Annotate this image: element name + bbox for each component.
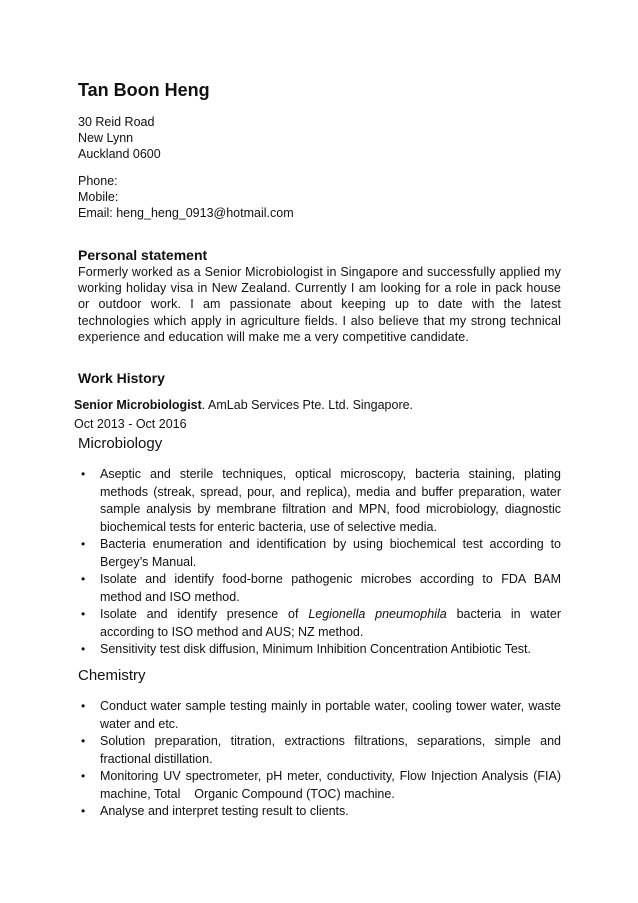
bullet-icon: • <box>81 467 86 481</box>
bullet-icon: • <box>81 572 86 586</box>
bullet-icon: • <box>81 734 86 748</box>
job-dates: Oct 2013 - Oct 2016 <box>74 417 187 431</box>
bullet-icon: • <box>81 607 86 621</box>
personal-statement-text: Formerly worked as a Senior Microbiologist in Singapore and successfully applied my working holiday visa in New Zealand. Currently I am looking for a role in pack house or outdoor work. I am passionate about keeping up to date with the latest technologies which apply in agriculture fields. I also believe that my strong technical experience and education will make me a very competitive candidate. <box>78 265 561 344</box>
bullet-icon: • <box>81 769 86 783</box>
candidate-name: Tan Boon Heng <box>78 80 210 100</box>
list-item <box>78 536 561 571</box>
address-line: New Lynn <box>78 131 134 145</box>
microbiology-list <box>78 466 561 659</box>
address-line: Auckland 0600 <box>78 147 161 161</box>
list-item <box>78 698 561 733</box>
address-line: 30 Reid Road <box>78 115 155 129</box>
address-block <box>78 114 161 162</box>
mobile-label: Mobile: <box>78 190 119 204</box>
job-title-line <box>74 398 413 412</box>
list-item-text: Isolate and identify food-borne pathogenic microbes according to FDA BAM method and ISO method. <box>100 572 561 604</box>
list-item-text <box>100 606 561 641</box>
chemistry-list <box>78 698 565 821</box>
phone-label: Phone: <box>78 174 118 188</box>
job-title: Senior Microbiologist <box>74 398 202 412</box>
personal-statement-heading: Personal statement <box>78 247 208 263</box>
list-item-text: Conduct water sample testing mainly in portable water, cooling tower water, waste water and etc. <box>100 699 561 731</box>
list-item <box>78 606 561 641</box>
list-item-text: Monitoring UV spectrometer, pH meter, conductivity, Flow Injection Analysis (FIA) machine, Total Organic Compound (TOC) machine. <box>100 769 565 801</box>
list-item <box>78 768 565 803</box>
list-item <box>78 466 561 536</box>
bullet-icon: • <box>81 699 86 713</box>
species-name: Legionella pneumophila <box>308 607 447 621</box>
microbiology-heading: Microbiology <box>78 435 163 452</box>
list-item-text: Sensitivity test disk diffusion, Minimum Inhibition Concentration Antibiotic Test. <box>100 642 531 656</box>
chemistry-heading: Chemistry <box>78 667 146 684</box>
list-item-text: Aseptic and sterile techniques, optical microscopy, bacteria staining, plating methods (streak, spread, pour, and replica), media and buffer preparation, water sample analysis by membrane filtration and MPN, food microbiology, diagnostic biochemical tests for enteric bacteria, use of selective media. <box>100 467 561 534</box>
bullet-icon: • <box>81 537 86 551</box>
email-line: Email: heng_heng_0913@hotmail.com <box>78 206 294 220</box>
list-item-text: Analyse and interpret testing result to clients. <box>100 804 349 818</box>
list-item-text: Solution preparation, titration, extractions filtrations, separations, simple and fractional distillation. <box>100 734 561 766</box>
job-employer: . AmLab Services Pte. Ltd. Singapore. <box>201 398 414 412</box>
list-item-text-post: bacteria in water according to ISO method and AUS; NZ method. <box>100 607 561 639</box>
work-history-heading: Work History <box>78 370 165 386</box>
list-item <box>78 571 561 606</box>
contact-block <box>78 173 294 221</box>
list-item-text: Bacteria enumeration and identification by using biochemical test according to Bergey’s Manual. <box>100 537 561 569</box>
list-item-text-pre: Isolate and identify presence of <box>100 607 309 621</box>
bullet-icon: • <box>81 804 86 818</box>
list-item <box>78 803 561 821</box>
list-item <box>78 641 561 659</box>
list-item <box>78 733 561 768</box>
bullet-icon: • <box>81 642 86 656</box>
